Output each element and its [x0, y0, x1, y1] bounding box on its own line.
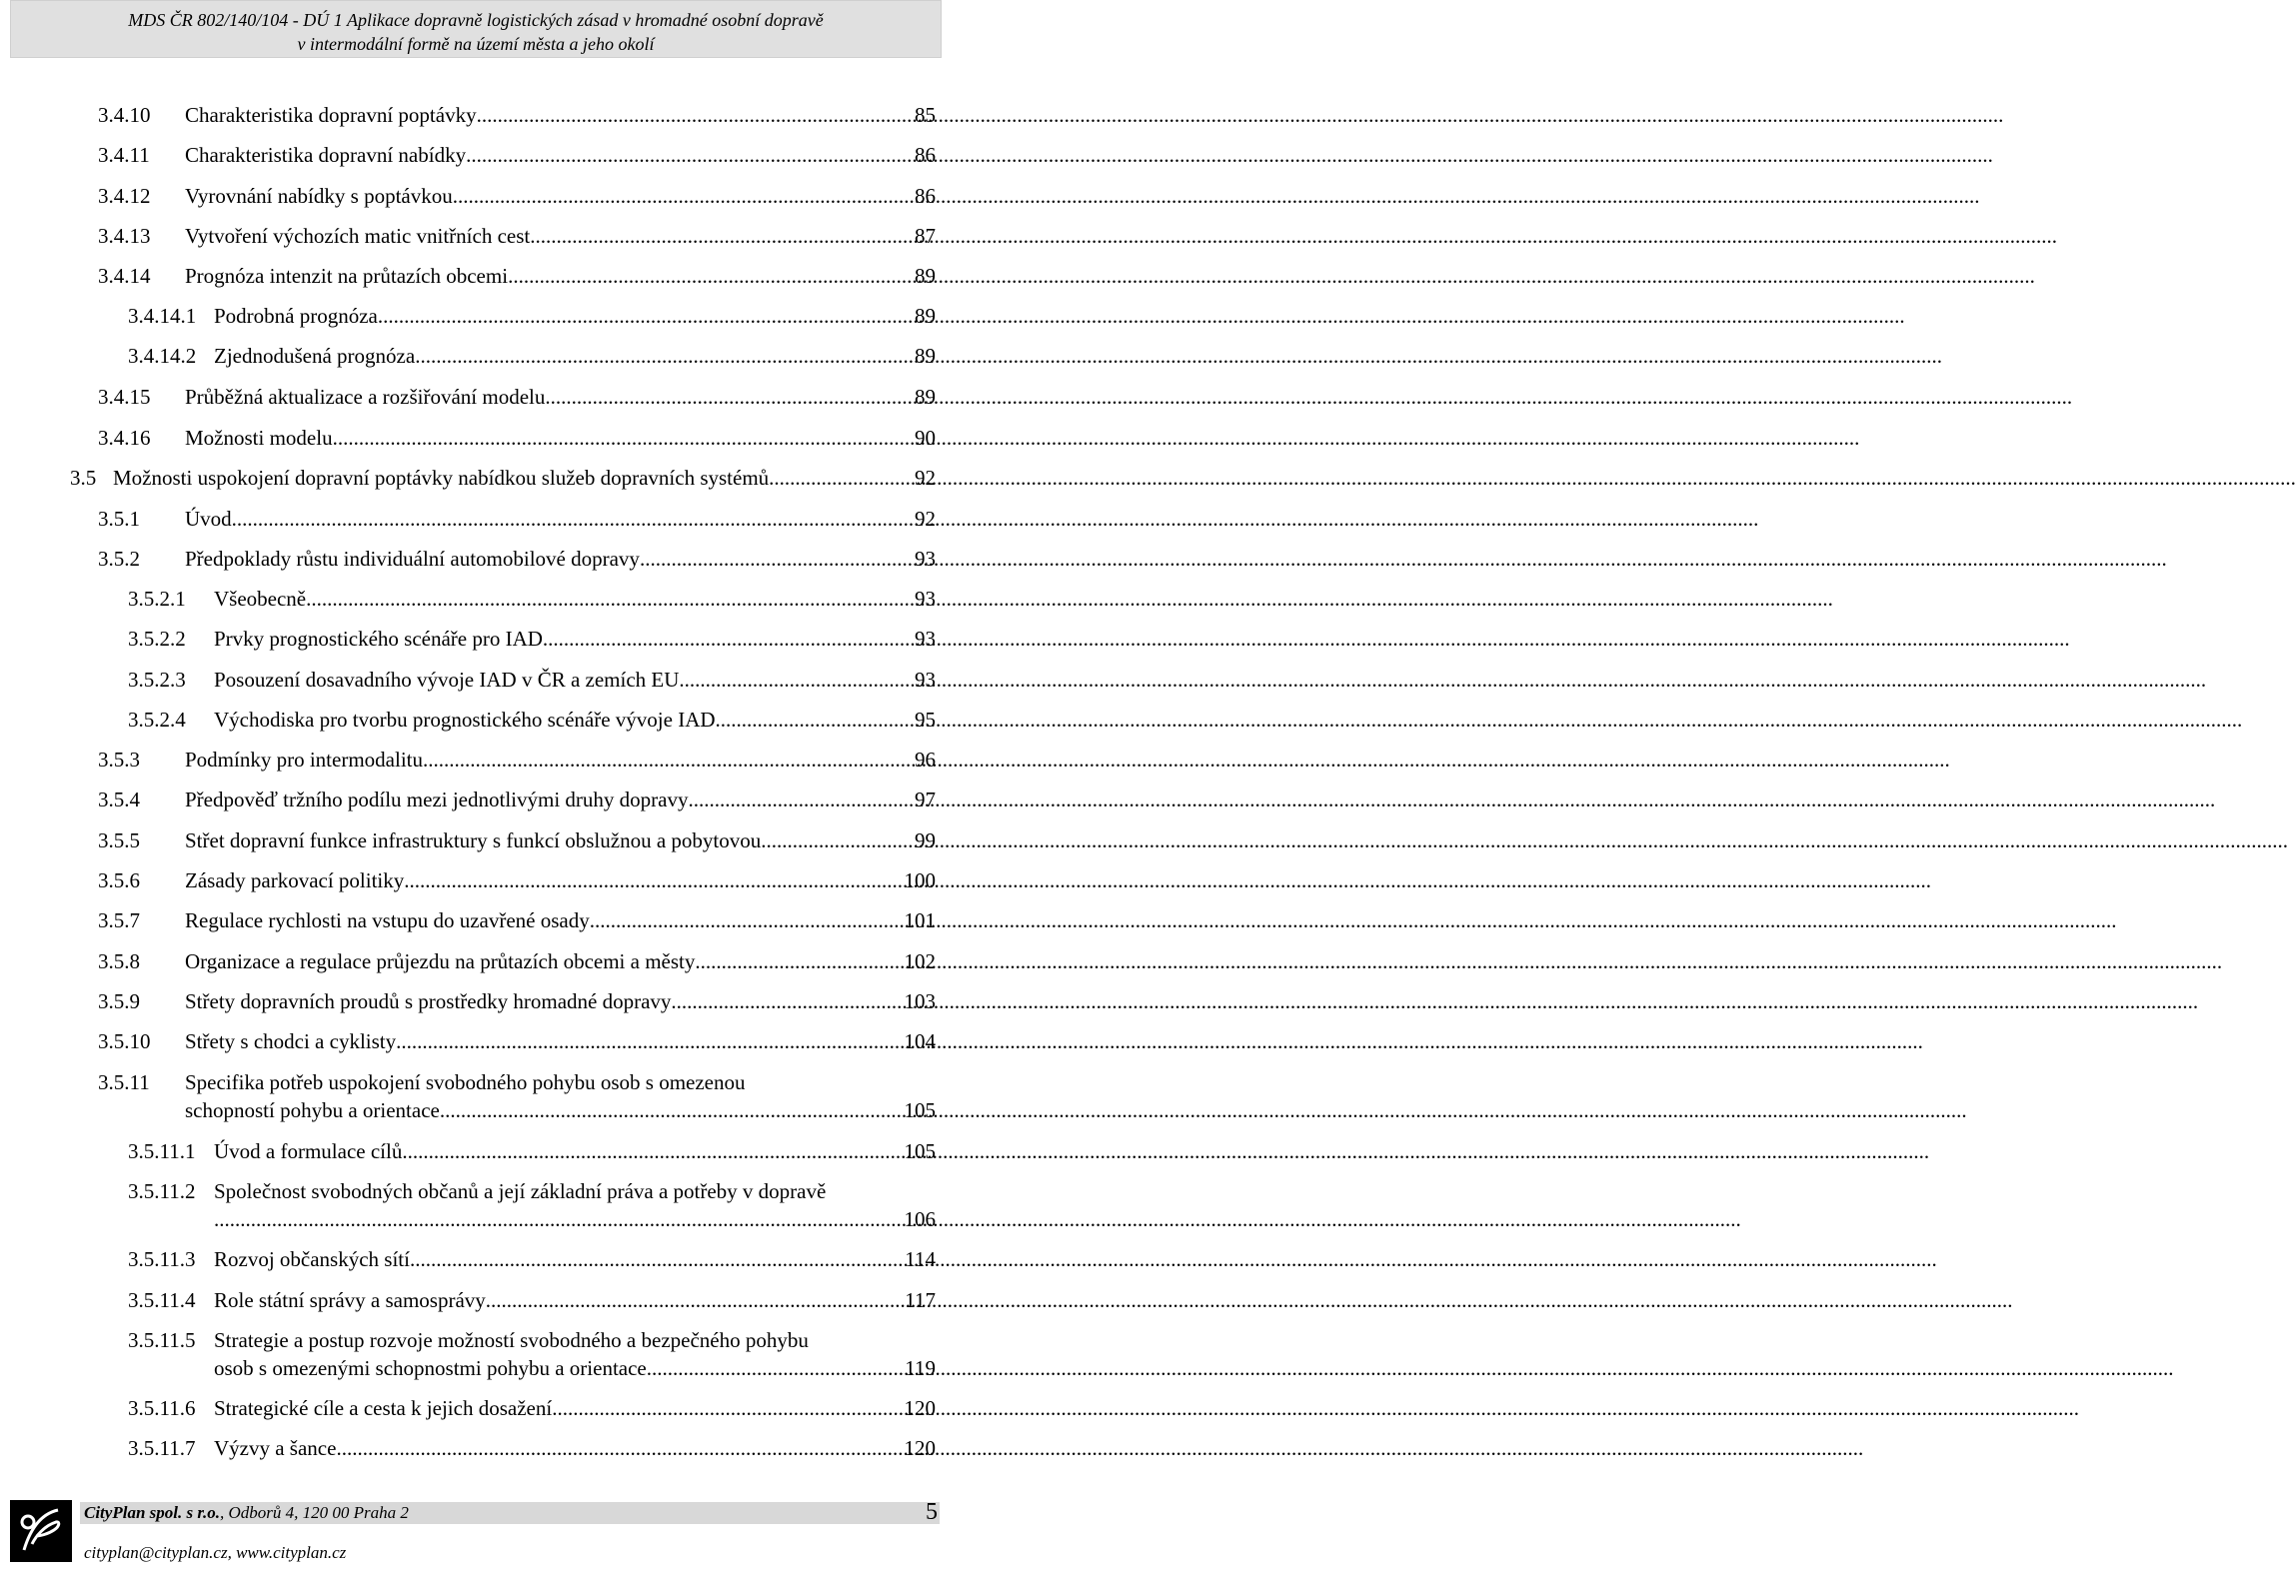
toc-title: Podmínky pro intermodalitu: [185, 748, 423, 772]
toc-leader: [402, 1137, 904, 1165]
toc-title: Společnost svobodných občanů a její základní práva a potřeby v dopravě: [214, 1179, 827, 1203]
toc-title: Všeobecně: [214, 587, 307, 611]
toc-leader: [590, 906, 905, 934]
toc-number: 3.5.5: [98, 828, 140, 852]
toc-leader: [695, 947, 904, 975]
toc-page: 89: [915, 385, 936, 409]
toc-number: 3.5.11.5: [128, 1328, 196, 1352]
toc-number: 3.5.11.1: [128, 1139, 196, 1163]
toc-leader: [530, 222, 915, 250]
toc-page: 86: [915, 184, 936, 208]
toc-page: 99: [915, 828, 936, 852]
toc-number: 3.5.8: [98, 949, 140, 973]
footer-contact[interactable]: cityplan@cityplan.cz, www.cityplan.cz: [84, 1543, 347, 1562]
toc-number: 3.5.10: [98, 1029, 151, 1053]
toc-entry[interactable]: [128, 1286, 936, 1314]
toc-title: Charakteristika dopravní nabídky: [185, 143, 467, 167]
toc-leader: [769, 464, 915, 492]
toc-entry[interactable]: [128, 342, 936, 370]
toc-leader: [679, 666, 915, 694]
toc-leader: [466, 141, 915, 169]
toc-title: Charakteristika dopravní poptávky: [185, 103, 477, 127]
toc-page: 92: [915, 507, 936, 531]
toc-entry[interactable]: [128, 706, 936, 734]
toc-number: 3.5.11: [98, 1070, 150, 1094]
toc-title: Strategické cíle a cesta k jejich dosažení: [214, 1396, 553, 1420]
toc-title: Zjednodušená prognóza: [214, 344, 416, 368]
toc-leader: [440, 1096, 905, 1124]
toc-leader: [378, 302, 915, 330]
toc-page: 90: [915, 426, 936, 450]
toc-title: Prvky prognostického scénáře pro IAD: [214, 627, 543, 651]
header-line-2: v intermodální formě na území města a jeho okolí: [297, 34, 655, 54]
toc-entry[interactable]: [128, 666, 936, 694]
toc-title-continued: schopností pohybu a orientace: [185, 1098, 440, 1122]
toc-entry[interactable]: [98, 1068, 936, 1124]
toc-leader: [404, 866, 904, 894]
footer-company: [84, 1503, 409, 1523]
toc-number: 3.5.1: [98, 507, 140, 531]
toc-number: 3.5.11.3: [128, 1247, 196, 1271]
toc-number: 3.4.14.2: [128, 344, 197, 368]
page-header: [10, 0, 942, 58]
toc-entry[interactable]: [98, 866, 936, 894]
toc-title: Podrobná prognóza: [214, 304, 378, 328]
toc-page: 86: [915, 143, 936, 167]
toc-title: Úvod a formulace cílů: [214, 1139, 403, 1163]
toc-entry[interactable]: [98, 141, 936, 169]
toc-leader: [716, 706, 915, 734]
toc-page: 103: [904, 989, 936, 1013]
toc-title: Střety s chodci a cyklisty: [185, 1029, 397, 1053]
toc-leader: [640, 545, 915, 573]
toc-entry[interactable]: [98, 545, 936, 573]
toc-number: 3.4.15: [98, 385, 151, 409]
toc-page: 105: [904, 1098, 936, 1122]
toc-entry[interactable]: [128, 585, 936, 613]
toc-leader: [545, 383, 915, 411]
toc-leader: [306, 585, 915, 613]
toc-leader: [647, 1354, 906, 1382]
toc-page: 120: [904, 1436, 936, 1460]
toc-title: Střety dopravních proudů s prostředky hromadné dopravy: [185, 989, 672, 1013]
toc-number: 3.5.2.1: [128, 587, 186, 611]
toc-title: Předpověď tržního podílu mezi jednotlivými druhy dopravy: [185, 788, 689, 811]
toc-page: 93: [915, 668, 936, 692]
toc-page: 96: [915, 748, 936, 772]
toc-title: Výzvy a šance: [214, 1436, 337, 1460]
toc-entry[interactable]: [98, 383, 936, 411]
toc-leader: [336, 1434, 904, 1462]
toc-leader: [486, 1286, 905, 1314]
toc-title: Vyrovnání nabídky s poptávkou: [185, 184, 453, 208]
toc-number: 3.5: [70, 466, 97, 490]
toc-title: Východiska pro tvorbu prognostického scénáře vývoje IAD: [214, 708, 716, 732]
toc-leader: [689, 786, 916, 813]
toc-leader: [415, 342, 915, 370]
toc-page: 89: [915, 304, 936, 328]
toc-number: 3.5.2.4: [128, 708, 186, 732]
toc-page: 119: [905, 1356, 936, 1380]
toc-page: 95: [915, 708, 936, 732]
toc-number: 3.4.11: [98, 143, 150, 167]
toc-page: 120: [904, 1396, 936, 1420]
toc-entry[interactable]: [98, 505, 936, 533]
toc-entry[interactable]: [98, 1027, 936, 1055]
toc-entry[interactable]: [128, 1394, 936, 1422]
toc-entry[interactable]: [98, 906, 936, 934]
toc-entry[interactable]: [98, 182, 936, 210]
toc-leader: [410, 1245, 905, 1273]
toc-title: Regulace rychlosti na vstupu do uzavřené osady: [185, 908, 590, 932]
toc-entry[interactable]: [98, 101, 936, 129]
toc-page: 105: [904, 1139, 936, 1163]
toc-page: 87: [915, 224, 936, 248]
toc-number: 3.5.2.2: [128, 627, 186, 651]
toc-title: Střet dopravní funkce infrastruktury s funkcí obslužnou a pobytovou: [185, 828, 762, 852]
toc-title: Specifika potřeb uspokojení svobodného pohybu osob s omezenou: [185, 1070, 746, 1094]
toc-number: 3.5.4: [98, 788, 140, 811]
toc-entry[interactable]: [98, 222, 936, 250]
toc-title: Zásady parkovací politiky: [185, 868, 405, 892]
toc-title: Strategie a postup rozvoje možností svobodného a bezpečného pohybu: [214, 1328, 809, 1352]
toc-number: 3.5.6: [98, 868, 140, 892]
toc-entry[interactable]: [98, 826, 936, 854]
toc-page: 93: [915, 547, 936, 571]
toc-number: 3.5.11.6: [128, 1396, 196, 1420]
toc-page: 97: [915, 788, 936, 811]
toc-title: Organizace a regulace průjezdu na průtazích obcemi a městy: [185, 949, 696, 973]
toc-entry[interactable]: [128, 1177, 936, 1233]
toc-number: 3.5.9: [98, 989, 140, 1013]
toc-page: 85: [915, 103, 936, 127]
toc-number: 3.4.14.1: [128, 304, 197, 328]
toc-number: 3.5.11.2: [128, 1179, 196, 1203]
toc-leader: [232, 505, 915, 533]
toc-page: 93: [915, 627, 936, 651]
toc-leader: [552, 1394, 904, 1422]
toc-title: Role státní správy a samosprávy: [214, 1288, 486, 1312]
toc-entry[interactable]: [98, 987, 936, 1015]
toc-entry[interactable]: [128, 1137, 936, 1165]
toc-page: 104: [904, 1029, 936, 1053]
toc-entry[interactable]: [128, 1434, 936, 1462]
toc-page: 89: [915, 344, 936, 368]
toc-leader: [396, 1027, 904, 1055]
toc-title-continued: osob s omezenými schopnostmi pohybu a orientace: [214, 1356, 647, 1380]
toc-page: 89: [915, 264, 936, 288]
toc-number: 3.5.3: [98, 748, 140, 772]
company-name: CityPlan spol. s r.o.: [84, 1503, 221, 1522]
toc-leader: [543, 625, 915, 653]
toc-number: 3.4.14: [98, 264, 151, 288]
toc-leader: [477, 101, 915, 129]
toc-page: 92: [915, 466, 936, 490]
toc-page: 114: [905, 1247, 936, 1271]
toc-number: 3.5.11.4: [128, 1288, 196, 1312]
toc-number: 3.4.12: [98, 184, 151, 208]
toc-leader: [508, 262, 915, 290]
toc-title: Průběžná aktualizace a rozšiřování modelu: [185, 385, 546, 409]
toc-title: Posouzení dosavadního vývoje IAD v ČR a zemích EU: [214, 668, 680, 692]
toc-title: Prognóza intenzit na průtazích obcemi: [185, 264, 509, 288]
toc-title: Vytvoření výchozích matic vnitřních cest: [185, 224, 531, 248]
cityplan-logo-icon: [10, 1500, 72, 1562]
toc-entry[interactable]: [128, 625, 936, 653]
toc-entry[interactable]: [128, 1245, 936, 1273]
toc-title: Možnosti uspokojení dopravní poptávky nabídkou služeb dopravních systémů: [113, 466, 770, 490]
toc-leader: [761, 826, 915, 854]
toc-number: 3.4.16: [98, 426, 151, 450]
toc-leader: [453, 182, 915, 210]
header-line-1: MDS ČR 802/140/104 - DÚ 1 Aplikace dopravně logistických zásad v hromadné osobní dopravě: [128, 10, 824, 30]
toc-entry[interactable]: [98, 424, 936, 452]
toc-title: Rozvoj občanských sítí: [214, 1247, 410, 1271]
toc-entry[interactable]: [70, 464, 936, 492]
toc-title: Předpoklady růstu individuální automobilové dopravy: [185, 547, 640, 571]
toc-number: 3.5.2: [98, 547, 140, 571]
toc-entry[interactable]: [128, 1326, 936, 1382]
toc-title: Úvod: [185, 507, 232, 531]
toc-page: 93: [915, 587, 936, 611]
toc-page: 101: [904, 908, 936, 932]
toc-number: 3.5.7: [98, 908, 140, 932]
toc-page: 117: [905, 1288, 936, 1312]
toc-page: 100: [904, 868, 936, 892]
toc-leader: [214, 1205, 905, 1233]
toc-entry[interactable]: [128, 302, 936, 330]
company-address: , Odborů 4, 120 00 Praha 2: [220, 1503, 409, 1522]
toc-entry[interactable]: [98, 786, 936, 813]
toc-leader: [671, 987, 904, 1015]
toc-leader: [423, 746, 915, 774]
toc-entry[interactable]: [98, 947, 936, 975]
toc-entry[interactable]: [98, 262, 936, 290]
toc-number: 3.4.10: [98, 103, 151, 127]
toc-number: 3.5.2.3: [128, 668, 186, 692]
toc-entry[interactable]: [98, 746, 936, 774]
toc-page: 102: [904, 949, 936, 973]
toc-leader: [333, 424, 915, 452]
toc-number: 3.4.13: [98, 224, 151, 248]
page-number: 5: [926, 1499, 938, 1525]
toc-number: 3.5.11.7: [128, 1436, 196, 1460]
toc-title: Možnosti modelu: [185, 426, 333, 450]
toc-page: 106: [904, 1207, 936, 1231]
